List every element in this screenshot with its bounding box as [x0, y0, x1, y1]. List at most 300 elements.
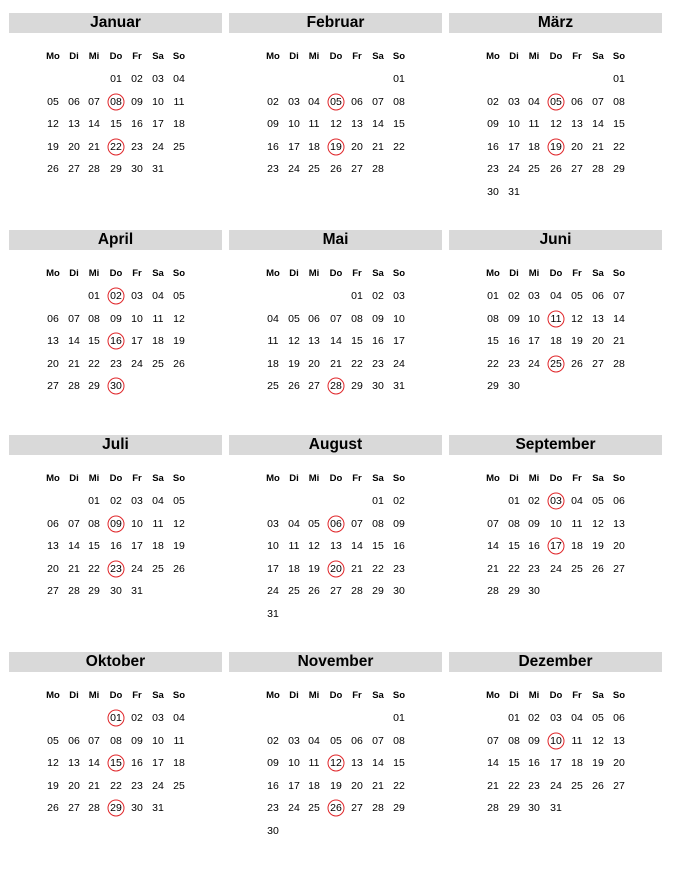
- day-cell: 05: [173, 495, 185, 507]
- weekday-label: So: [392, 268, 406, 279]
- day-cell: 30: [487, 186, 499, 198]
- day-cell: 14: [88, 118, 100, 131]
- day-cell: 30: [393, 585, 405, 598]
- weekday-label: Fr: [132, 473, 142, 484]
- day-cell: 23: [372, 357, 384, 370]
- day-cell: 12: [173, 312, 185, 325]
- day-cell: 03: [288, 95, 300, 108]
- weekday-label: Mo: [46, 473, 60, 484]
- day-cell: 17: [528, 335, 540, 348]
- day-cell: 18: [571, 757, 583, 770]
- day-cell: 07: [372, 95, 384, 108]
- day-cell: 17: [152, 118, 164, 131]
- weekday-label: So: [392, 690, 406, 701]
- day-cell: 04: [152, 290, 164, 302]
- day-cell: 25: [571, 779, 583, 792]
- weekday-label: Fr: [572, 690, 582, 701]
- day-cell: 10: [267, 540, 279, 553]
- day-cell: 06: [68, 95, 80, 108]
- day-cell: 03: [393, 290, 405, 302]
- weekday-label: Di: [289, 268, 299, 279]
- day-cell: 08: [487, 312, 499, 325]
- day-cell: 13: [47, 335, 59, 348]
- day-cell: 24: [152, 140, 164, 153]
- day-cell: 17: [131, 540, 143, 553]
- day-cell: 21: [351, 562, 363, 575]
- day-cell: 06: [613, 495, 625, 507]
- day-cell: 12: [288, 335, 300, 348]
- month-title: Januar: [9, 13, 222, 33]
- weekday-label: Do: [109, 690, 123, 701]
- day-cell: 19: [592, 540, 604, 553]
- weekday-label: Fr: [352, 473, 362, 484]
- weekday-label: Mo: [46, 268, 60, 279]
- day-cell: 23: [131, 140, 143, 153]
- day-cell: 05: [550, 95, 562, 108]
- weekday-label: So: [172, 51, 186, 62]
- day-cell: 28: [613, 357, 625, 370]
- day-cell: 03: [550, 712, 562, 724]
- day-cell: 11: [308, 118, 320, 131]
- day-cell: 23: [110, 357, 122, 370]
- day-cell: 05: [592, 495, 604, 507]
- day-cell: 07: [372, 734, 384, 747]
- day-cell: 09: [131, 95, 143, 108]
- day-cell: 26: [47, 163, 59, 176]
- weekday-label: Do: [109, 268, 123, 279]
- day-cell: 02: [508, 290, 520, 302]
- day-cell: 05: [47, 734, 59, 747]
- day-cell: 26: [571, 357, 583, 370]
- day-cell: 01: [88, 495, 100, 507]
- weekday-label: Di: [289, 473, 299, 484]
- day-cell: 15: [487, 335, 499, 348]
- day-cell: 09: [131, 734, 143, 747]
- day-cell: 08: [508, 734, 520, 747]
- day-cell: 21: [613, 335, 625, 348]
- day-cell: 22: [393, 140, 405, 153]
- day-cell: 01: [351, 290, 363, 302]
- day-cell: 29: [508, 585, 520, 598]
- day-cell: 09: [267, 757, 279, 770]
- day-cell: 30: [372, 380, 384, 393]
- day-cell: 10: [288, 757, 300, 770]
- day-cell: 31: [131, 585, 143, 598]
- day-cell: 09: [110, 312, 122, 325]
- month-title: November: [229, 652, 442, 672]
- day-cell: 14: [613, 312, 625, 325]
- day-cell: 07: [351, 517, 363, 530]
- day-cell: 11: [288, 540, 300, 553]
- weekday-label: Do: [549, 473, 563, 484]
- weekday-label: Fr: [352, 268, 362, 279]
- weekday-label: Sa: [372, 51, 384, 62]
- day-cell: 25: [308, 163, 320, 176]
- day-cell: 29: [88, 585, 100, 598]
- day-cell: 13: [47, 540, 59, 553]
- day-cell: 28: [372, 802, 384, 815]
- weekday-label: Di: [509, 268, 519, 279]
- day-cell: 20: [613, 540, 625, 553]
- weekday-label: Do: [549, 690, 563, 701]
- day-cell: 26: [330, 802, 342, 815]
- day-cell: 17: [288, 140, 300, 153]
- weekday-label: Di: [289, 690, 299, 701]
- day-cell: 31: [152, 163, 164, 176]
- day-cell: 17: [393, 335, 405, 348]
- day-cell: 05: [288, 312, 300, 325]
- day-cell: 13: [613, 734, 625, 747]
- day-cell: 28: [487, 585, 499, 598]
- day-cell: 25: [152, 562, 164, 575]
- day-cell: 09: [372, 312, 384, 325]
- day-cell: 11: [571, 517, 583, 530]
- weekday-label: Di: [509, 473, 519, 484]
- day-cell: 19: [173, 540, 185, 553]
- day-cell: 02: [110, 290, 122, 302]
- day-cell: 09: [528, 734, 540, 747]
- day-cell: 29: [88, 380, 100, 393]
- day-cell: 09: [508, 312, 520, 325]
- day-cell: 19: [288, 357, 300, 370]
- day-cell: 04: [267, 312, 279, 325]
- day-cell: 24: [288, 163, 300, 176]
- day-cell: 21: [330, 357, 342, 370]
- day-cell: 01: [508, 495, 520, 507]
- day-cell: 06: [308, 312, 320, 325]
- day-cell: 14: [372, 757, 384, 770]
- day-cell: 25: [267, 380, 279, 393]
- day-cell: 27: [592, 357, 604, 370]
- day-cell: 15: [393, 757, 405, 770]
- day-cell: 07: [487, 517, 499, 530]
- day-cell: 26: [592, 779, 604, 792]
- day-cell: 21: [68, 562, 80, 575]
- weekday-label: Di: [509, 690, 519, 701]
- weekday-label: Mo: [266, 268, 280, 279]
- day-cell: 05: [571, 290, 583, 302]
- day-cell: 15: [88, 335, 100, 348]
- day-cell: 22: [351, 357, 363, 370]
- day-cell: 18: [550, 335, 562, 348]
- day-cell: 13: [592, 312, 604, 325]
- day-cell: 06: [351, 734, 363, 747]
- day-cell: 20: [68, 140, 80, 153]
- day-cell: 25: [173, 779, 185, 792]
- day-cell: 02: [110, 495, 122, 507]
- weekday-label: Mo: [486, 473, 500, 484]
- day-cell: 22: [508, 779, 520, 792]
- day-cell: 17: [288, 779, 300, 792]
- day-cell: 12: [47, 118, 59, 131]
- weekday-label: Do: [329, 690, 343, 701]
- weekday-label: Mo: [486, 690, 500, 701]
- day-cell: 04: [528, 95, 540, 108]
- day-cell: 27: [68, 163, 80, 176]
- day-cell: 13: [351, 757, 363, 770]
- day-cell: 27: [68, 802, 80, 815]
- day-cell: 21: [372, 140, 384, 153]
- day-cell: 10: [550, 734, 562, 747]
- month-title: Juli: [9, 435, 222, 455]
- weekday-label: So: [612, 473, 626, 484]
- day-cell: 15: [110, 118, 122, 131]
- day-cell: 01: [613, 73, 625, 85]
- day-cell: 16: [131, 757, 143, 770]
- day-cell: 04: [173, 712, 185, 724]
- day-cell: 23: [393, 562, 405, 575]
- day-cell: 31: [267, 608, 279, 620]
- day-cell: 24: [528, 357, 540, 370]
- day-cell: 18: [152, 335, 164, 348]
- day-cell: 26: [288, 380, 300, 393]
- day-cell: 31: [550, 802, 562, 815]
- day-cell: 03: [288, 734, 300, 747]
- day-cell: 05: [330, 734, 342, 747]
- weekday-label: Fr: [572, 268, 582, 279]
- day-cell: 02: [372, 290, 384, 302]
- day-cell: 28: [487, 802, 499, 815]
- day-cell: 21: [68, 357, 80, 370]
- day-cell: 10: [528, 312, 540, 325]
- day-cell: 17: [267, 562, 279, 575]
- day-cell: 08: [351, 312, 363, 325]
- day-cell: 17: [550, 540, 562, 553]
- day-cell: 29: [613, 163, 625, 176]
- day-cell: 26: [592, 562, 604, 575]
- weekday-label: Do: [329, 473, 343, 484]
- day-cell: 30: [528, 802, 540, 815]
- day-cell: 04: [571, 712, 583, 724]
- weekday-label: Sa: [592, 268, 604, 279]
- day-cell: 14: [88, 757, 100, 770]
- weekday-label: Fr: [352, 51, 362, 62]
- day-cell: 28: [88, 802, 100, 815]
- day-cell: 26: [173, 357, 185, 370]
- day-cell: 14: [372, 118, 384, 131]
- day-cell: 25: [528, 163, 540, 176]
- weekday-label: Sa: [372, 473, 384, 484]
- day-cell: 13: [351, 118, 363, 131]
- day-cell: 11: [173, 95, 185, 108]
- day-cell: 02: [528, 495, 540, 507]
- day-cell: 13: [613, 517, 625, 530]
- weekday-label: Fr: [132, 690, 142, 701]
- day-cell: 31: [393, 380, 405, 393]
- day-cell: 22: [613, 140, 625, 153]
- day-cell: 02: [487, 95, 499, 108]
- day-cell: 07: [613, 290, 625, 302]
- day-cell: 08: [110, 95, 122, 108]
- day-cell: 18: [528, 140, 540, 153]
- day-cell: 05: [308, 517, 320, 530]
- day-cell: 20: [68, 779, 80, 792]
- weekday-label: So: [172, 690, 186, 701]
- day-cell: 18: [152, 540, 164, 553]
- day-cell: 01: [508, 712, 520, 724]
- day-cell: 15: [613, 118, 625, 131]
- day-cell: 19: [308, 562, 320, 575]
- day-cell: 24: [550, 562, 562, 575]
- day-cell: 20: [308, 357, 320, 370]
- day-cell: 18: [267, 357, 279, 370]
- day-cell: 28: [592, 163, 604, 176]
- day-cell: 12: [173, 517, 185, 530]
- weekday-label: Mi: [88, 690, 100, 701]
- day-cell: 20: [47, 357, 59, 370]
- day-cell: 18: [288, 562, 300, 575]
- day-cell: 04: [288, 517, 300, 530]
- day-cell: 23: [487, 163, 499, 176]
- day-cell: 15: [393, 118, 405, 131]
- weekday-label: Mi: [88, 268, 100, 279]
- day-cell: 06: [571, 95, 583, 108]
- day-cell: 23: [508, 357, 520, 370]
- day-cell: 08: [372, 517, 384, 530]
- day-cell: 31: [508, 186, 520, 198]
- day-cell: 06: [592, 290, 604, 302]
- weekday-label: Di: [69, 473, 79, 484]
- day-cell: 27: [351, 163, 363, 176]
- day-cell: 12: [592, 517, 604, 530]
- day-cell: 19: [47, 140, 59, 153]
- weekday-label: Sa: [592, 473, 604, 484]
- day-cell: 02: [131, 712, 143, 724]
- day-cell: 08: [88, 517, 100, 530]
- weekday-label: So: [172, 268, 186, 279]
- day-cell: 09: [267, 118, 279, 131]
- day-cell: 24: [267, 585, 279, 598]
- day-cell: 21: [592, 140, 604, 153]
- weekday-label: So: [392, 473, 406, 484]
- day-cell: 14: [487, 757, 499, 770]
- day-cell: 03: [550, 495, 562, 507]
- weekday-label: Mo: [266, 473, 280, 484]
- day-cell: 24: [131, 357, 143, 370]
- day-cell: 22: [372, 562, 384, 575]
- day-cell: 03: [508, 95, 520, 108]
- day-cell: 29: [110, 163, 122, 176]
- day-cell: 28: [372, 163, 384, 176]
- day-cell: 05: [592, 712, 604, 724]
- day-cell: 23: [528, 562, 540, 575]
- weekday-label: Mi: [308, 51, 320, 62]
- day-cell: 29: [487, 380, 499, 393]
- day-cell: 09: [487, 118, 499, 131]
- day-cell: 08: [110, 734, 122, 747]
- day-cell: 10: [393, 312, 405, 325]
- day-cell: 17: [152, 757, 164, 770]
- day-cell: 29: [110, 802, 122, 815]
- weekday-label: Do: [109, 473, 123, 484]
- day-cell: 24: [393, 357, 405, 370]
- day-cell: 14: [330, 335, 342, 348]
- day-cell: 08: [88, 312, 100, 325]
- weekday-label: Mo: [486, 268, 500, 279]
- weekday-label: Di: [69, 51, 79, 62]
- weekday-label: Sa: [372, 690, 384, 701]
- day-cell: 19: [571, 335, 583, 348]
- weekday-label: Mi: [308, 473, 320, 484]
- day-cell: 14: [351, 540, 363, 553]
- day-cell: 12: [550, 118, 562, 131]
- day-cell: 03: [152, 73, 164, 85]
- weekday-label: So: [612, 690, 626, 701]
- day-cell: 18: [173, 118, 185, 131]
- day-cell: 21: [487, 562, 499, 575]
- day-cell: 29: [508, 802, 520, 815]
- day-cell: 19: [330, 140, 342, 153]
- day-cell: 19: [47, 779, 59, 792]
- day-cell: 07: [330, 312, 342, 325]
- day-cell: 25: [308, 802, 320, 815]
- day-cell: 07: [487, 734, 499, 747]
- day-cell: 13: [68, 118, 80, 131]
- weekday-label: Sa: [152, 268, 164, 279]
- day-cell: 07: [88, 95, 100, 108]
- day-cell: 07: [592, 95, 604, 108]
- day-cell: 16: [131, 118, 143, 131]
- weekday-label: Do: [549, 268, 563, 279]
- day-cell: 18: [308, 779, 320, 792]
- day-cell: 26: [308, 585, 320, 598]
- day-cell: 27: [613, 562, 625, 575]
- day-cell: 13: [330, 540, 342, 553]
- day-cell: 24: [131, 562, 143, 575]
- weekday-label: Fr: [572, 473, 582, 484]
- day-cell: 16: [372, 335, 384, 348]
- month-title: September: [449, 435, 662, 455]
- day-cell: 22: [110, 779, 122, 792]
- weekday-label: So: [392, 51, 406, 62]
- day-cell: 04: [308, 734, 320, 747]
- day-cell: 20: [351, 779, 363, 792]
- day-cell: 10: [288, 118, 300, 131]
- weekday-label: Mo: [46, 51, 60, 62]
- day-cell: 04: [308, 95, 320, 108]
- day-cell: 30: [267, 825, 279, 837]
- day-cell: 01: [393, 73, 405, 85]
- day-cell: 27: [47, 585, 59, 598]
- weekday-label: Di: [69, 268, 79, 279]
- day-cell: 06: [330, 517, 342, 530]
- day-cell: 25: [288, 585, 300, 598]
- day-cell: 22: [487, 357, 499, 370]
- day-cell: 08: [393, 95, 405, 108]
- day-cell: 11: [267, 335, 279, 348]
- month-title: August: [229, 435, 442, 455]
- day-cell: 09: [528, 517, 540, 530]
- day-cell: 12: [592, 734, 604, 747]
- day-cell: 28: [88, 163, 100, 176]
- day-cell: 11: [152, 312, 164, 325]
- weekday-label: Di: [69, 690, 79, 701]
- day-cell: 22: [393, 779, 405, 792]
- day-cell: 05: [47, 95, 59, 108]
- weekday-label: So: [172, 473, 186, 484]
- day-cell: 30: [131, 802, 143, 815]
- weekday-label: Mo: [46, 690, 60, 701]
- day-cell: 05: [173, 290, 185, 302]
- day-cell: 06: [47, 312, 59, 325]
- day-cell: 31: [152, 802, 164, 815]
- day-cell: 25: [550, 357, 562, 370]
- day-cell: 07: [68, 517, 80, 530]
- day-cell: 01: [393, 712, 405, 724]
- day-cell: 11: [173, 734, 185, 747]
- day-cell: 04: [571, 495, 583, 507]
- day-cell: 23: [131, 779, 143, 792]
